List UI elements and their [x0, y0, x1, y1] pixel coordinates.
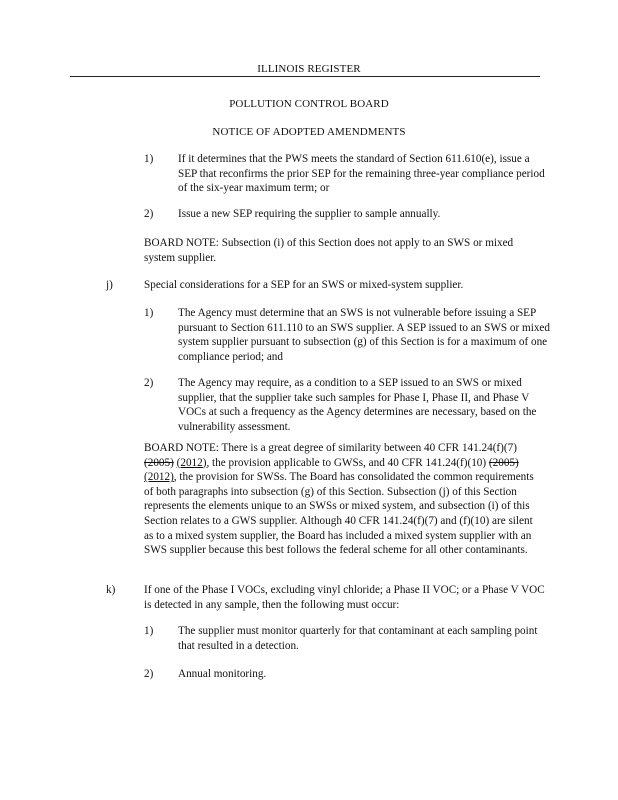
- j-item-1-text: The Agency must determine that an SWS is not vulnerable before issuing a SEP pursuant to Section 611.110 to an SWS supplier. A SEP issued to an SWS or mixed system supplier pursuant to subsection (g) of this Section is for a maximum of one compliance period; and: [178, 307, 550, 363]
- board-title: POLLUTION CONTROL BOARD: [229, 98, 389, 110]
- j-board-note: [144, 441, 544, 558]
- j-note-part-2: , the provision applicable to GWSs, and 40 CFR 141.24(f)(10): [206, 456, 487, 469]
- k-heading: If one of the Phase I VOCs, excluding vinyl chloride; a Phase II VOC; or a Phase V VOC is detected in any sample, then the following must occur:: [144, 584, 545, 611]
- j-note-part-1: BOARD NOTE: There is a great degree of similarity between 40 CFR 141.24(f)(7): [144, 442, 517, 454]
- j-heading: Special considerations for a SEP for an SWS or mixed-system supplier.: [144, 279, 464, 291]
- k-item-2-marker: 2): [144, 668, 154, 680]
- j-item-2-marker: 2): [144, 377, 154, 389]
- i-item-1-marker: 1): [144, 153, 154, 165]
- i-item-2-text: Issue a new SEP requiring the supplier to sample annually.: [178, 208, 441, 220]
- header-rule: [70, 76, 540, 77]
- i-item-1-text: If it determines that the PWS meets the standard of Section 611.610(e), issue a SEP that reconfirms the prior SEP for the remaining three-year compliance period of the six-year maximum term; or: [178, 153, 545, 195]
- i-item-2-marker: 2): [144, 208, 154, 220]
- notice-title: NOTICE OF ADOPTED AMENDMENTS: [212, 126, 406, 138]
- register-title: ILLINOIS REGISTER: [257, 63, 361, 75]
- j-marker: j): [106, 279, 113, 291]
- k-item-2-text: Annual monitoring.: [178, 668, 267, 680]
- k-item-1-marker: 1): [144, 625, 154, 637]
- j-note-struck-2: (2005): [488, 456, 519, 469]
- k-item-1-text: The supplier must monitor quarterly for that contaminant at each sampling point that resulted in a detection.: [178, 625, 538, 652]
- k-marker: k): [106, 584, 116, 596]
- j-item-1-marker: 1): [144, 307, 154, 319]
- j-note-inserted-1: (2012): [176, 456, 207, 469]
- j-item-2-text: The Agency may require, as a condition to a SEP issued to an SWS or mixed supplier, that the supplier take such samples for Phase I, Phase II, and Phase V VOCs at such a frequency as the Agency determines are necessary, based on the vulnerability assessment.: [178, 377, 537, 433]
- j-note-inserted-2: (2012): [144, 471, 174, 484]
- i-board-note: BOARD NOTE: Subsection (i) of this Section does not apply to an SWS or mixed system supplier.: [144, 237, 514, 264]
- j-note-part-3: , the provision for SWSs. The Board has consolidated the common requirements of both paragraphs into subsection (g) of this Section. Subsection (j) of this Section represents the elements unique to an SWSs or mixed system, and subsection (i) of this Section relates to a GWS supplier. Although 40 CFR 141.24(f)(7) and (f)(10) are silent as to a mixed system supplier, the Board has included a mixed system supplier with an SWS supplier because this best follows the federal scheme for all other contaminants.: [144, 471, 534, 557]
- j-note-struck-1: (2005): [144, 456, 174, 469]
